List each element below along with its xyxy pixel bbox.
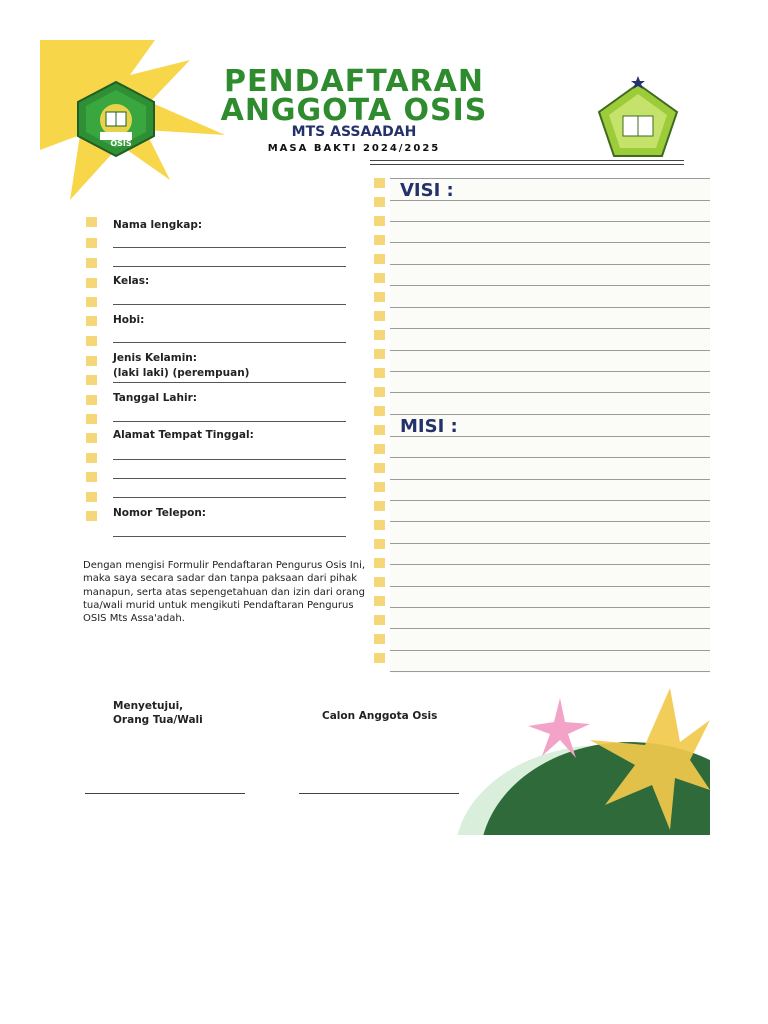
ruled-line xyxy=(390,414,710,415)
bullet-square xyxy=(374,425,385,435)
ruled-line[interactable] xyxy=(390,607,710,608)
bullet-square xyxy=(374,197,385,207)
form-page xyxy=(40,40,710,835)
field-line-nama-2[interactable] xyxy=(113,266,346,267)
signature-label-candidate: Calon Anggota Osis xyxy=(322,710,438,722)
bullet-square xyxy=(374,235,385,245)
ruled-line[interactable] xyxy=(390,479,710,480)
field-label-nama: Nama lengkap: xyxy=(113,219,203,231)
title-line1: PENDAFTARAN xyxy=(224,64,484,99)
ruled-line[interactable] xyxy=(390,586,710,587)
header-rule-2 xyxy=(370,164,684,165)
field-line-tanggal-lahir[interactable] xyxy=(113,421,346,422)
title-line2: ANGGOTA OSIS xyxy=(220,93,488,128)
bullet-square xyxy=(86,511,97,521)
ruled-line[interactable] xyxy=(390,392,710,393)
bullet-square xyxy=(374,482,385,492)
bullet-square xyxy=(374,273,385,283)
field-label-alamat: Alamat Tempat Tinggal: xyxy=(113,429,254,441)
field-line-nama[interactable] xyxy=(113,247,346,248)
consent-statement: Dengan mengisi Formulir Pendaftaran Pengurus Osis Ini, maka saya secara sadar dan tanpa paksaan dari pihak manapun, serta atas sepengetahuan dan izin dari orang tua/wali murid untuk mengikuti Pendaftaran Pengurus OSIS Mts Assa'adah. xyxy=(83,560,366,625)
bullet-square xyxy=(374,387,385,397)
bottom-right-decoration xyxy=(430,680,710,835)
bullet-square xyxy=(374,178,385,188)
ruled-line[interactable] xyxy=(390,307,710,308)
ruled-line[interactable] xyxy=(390,564,710,565)
bullet-square xyxy=(374,577,385,587)
bullet-square xyxy=(374,444,385,454)
ruled-line[interactable] xyxy=(390,521,710,522)
bullet-square xyxy=(374,330,385,340)
ruled-line[interactable] xyxy=(390,242,710,243)
ruled-line[interactable] xyxy=(390,264,710,265)
bullet-square xyxy=(374,368,385,378)
bullet-square xyxy=(374,634,385,644)
signature-line-parent[interactable] xyxy=(85,793,245,794)
field-label-telepon: Nomor Telepon: xyxy=(113,507,207,519)
bullet-square xyxy=(374,311,385,321)
ruled-line[interactable] xyxy=(390,285,710,286)
bullet-square xyxy=(374,216,385,226)
ruled-line[interactable] xyxy=(390,221,710,222)
bullet-square xyxy=(374,501,385,511)
bullet-square xyxy=(374,349,385,359)
bullet-square xyxy=(86,395,97,405)
ruled-line[interactable] xyxy=(390,500,710,501)
school-name: MTS ASSAADAH xyxy=(291,124,417,140)
field-label-hobi: Hobi: xyxy=(113,314,145,326)
bullet-square xyxy=(86,375,97,385)
bullet-square xyxy=(86,217,97,227)
field-label-jenis-kelamin: Jenis Kelamin: xyxy=(113,352,197,364)
bullet-square xyxy=(86,316,97,326)
bullet-square xyxy=(86,472,97,482)
bullet-square xyxy=(86,336,97,346)
osis-logo-label: OSIS xyxy=(110,139,132,148)
period: MASA BAKTI 2024/2025 xyxy=(267,143,441,154)
mts-logo xyxy=(595,76,681,158)
ruled-line xyxy=(390,436,710,437)
ruled-line[interactable] xyxy=(390,350,710,351)
bullet-square xyxy=(374,292,385,302)
bullet-square xyxy=(86,258,97,268)
bullet-square xyxy=(86,414,97,424)
field-line-kelas[interactable] xyxy=(113,304,346,305)
bullet-square xyxy=(86,278,97,288)
field-line-alamat-2[interactable] xyxy=(113,478,346,479)
bullet-square xyxy=(86,297,97,307)
field-line-jenis-kelamin[interactable] xyxy=(113,382,346,383)
signature-label-parent-2: Orang Tua/Wali xyxy=(113,714,203,726)
ruled-line[interactable] xyxy=(390,650,710,651)
bullet-square xyxy=(374,615,385,625)
field-line-telepon[interactable] xyxy=(113,536,346,537)
field-line-hobi[interactable] xyxy=(113,342,346,343)
ruled-line[interactable] xyxy=(390,371,710,372)
bullet-square xyxy=(86,453,97,463)
ruled-line[interactable] xyxy=(390,543,710,544)
misi-heading: MISI : xyxy=(400,416,458,437)
bullet-square xyxy=(374,539,385,549)
signature-label-parent-1: Menyetujui, xyxy=(113,700,184,712)
bullet-square xyxy=(374,653,385,663)
bullet-square xyxy=(86,433,97,443)
bullet-square xyxy=(86,238,97,248)
bullet-square xyxy=(374,463,385,473)
field-sub-jenis-kelamin: (laki laki) (perempuan) xyxy=(113,367,250,379)
ruled-line xyxy=(390,178,710,179)
bullet-square xyxy=(374,406,385,416)
bullet-square xyxy=(374,520,385,530)
field-label-kelas: Kelas: xyxy=(113,275,150,287)
visi-heading: VISI : xyxy=(400,180,454,201)
header-rule xyxy=(370,160,684,161)
ruled-line[interactable] xyxy=(390,328,710,329)
ruled-line xyxy=(390,200,710,201)
ruled-line[interactable] xyxy=(390,457,710,458)
field-label-tanggal-lahir: Tanggal Lahir: xyxy=(113,392,197,404)
bullet-square xyxy=(86,492,97,502)
bullet-square xyxy=(374,596,385,606)
field-line-alamat-3[interactable] xyxy=(113,497,346,498)
bullet-square xyxy=(374,558,385,568)
bullet-square xyxy=(374,254,385,264)
field-line-alamat[interactable] xyxy=(113,459,346,460)
bullet-square xyxy=(86,356,97,366)
ruled-line[interactable] xyxy=(390,671,710,672)
ruled-line[interactable] xyxy=(390,628,710,629)
